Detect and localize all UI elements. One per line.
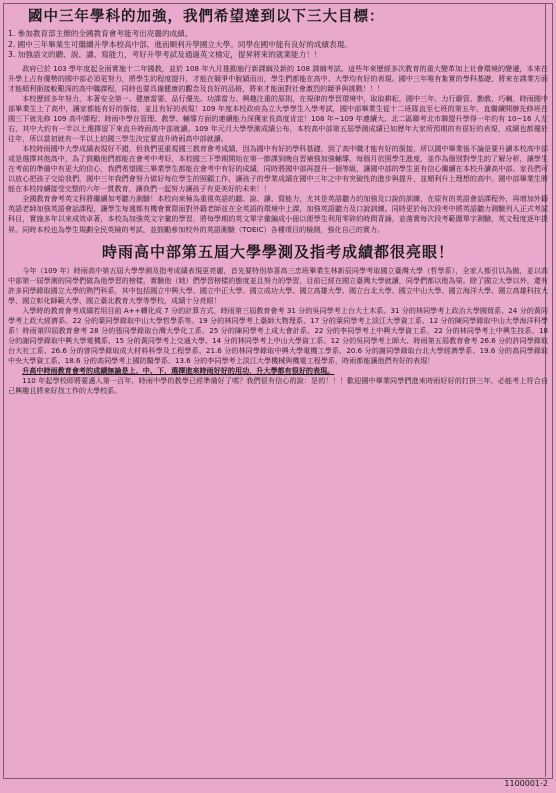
- page-number: 1100001-2: [504, 779, 548, 788]
- paragraph-score-examples: 入學時的教育會考成績若用目前 A++轉化成 7 分的計算方式，時雨第三屆教育會考 31 分的吳同學考上台大土木系、31 分的林同學考上政治大學國貿系、24 分的黃同學考上政大經濟系、22 分的葉同學錄取中山大學哲學系等。19 分的林同學考上臺師大物理系、17 分的葉同學考上淡江大學資工系、12 分的陳同學錄取中山大學海洋科學系！時雨第四屆教育會考 28 分的張同學錄取台灣大學化工系、25 分的陳同學考上成大會計系、22 分的李同學考上中興大學資工系、22 分的林同學考上中興生技系、18 分的謝同學錄取中興大學電機系、15 分的黃同學考上交通大學、14 分的林同學考上中山大學資工系、12 分的吳同學考上師大、時雨第五屆教育會考 26.6 分的許同學錄取台大社工系、26.6 分的曾同學錄取成大材料科學及工程學系、21.6 分的林同學錄取中興大學電機工學系、20.6 分的謝同學錄取台北大學經濟學系、19.6 分的高同學錄取中央大學資工系、18.6 分的高同學考上國防醫學系、13.6 分的李同學考上淡江大學機械與機電工程學系，時雨都能讓他們有好的表現！: [8, 305, 548, 365]
- paragraph-school-history: 本校歷經多年努力，本著安全第一、健康當要、品行優先、功課當力、興趣注重的原則，在規律的學習環境中，取取耕耘，國中三年，力行嚴管、勤教、巧輔，時雨國中部畢業生上了高中，讓家都能有好的銜接，並且有好的表現！109 年度本校政府為立大學學生入學考試，國中部畢業生從十二班隊直至七班的第五年，直繼續開辦先修班在國三下就先修 109 高中課程；時雨中學在管理、教學、輔導方面的連續能力深獲家長高度肯定！108 年~109 年連續大、北二區聯考北市聯盟升學得一年約有 10~16 人左右，其中大約有一半以上選擇留下來直升時雨高中部就讀。109 年元月大學學測成績公布，本校高中部第五屆學測成績已如歷年大家所預期的有很好的表現，成績也都優於往年，所以當初就有一半以上的國三學生決定要直升時雨高中部就讀。: [8, 93, 548, 144]
- section-heading-results: 時雨高中部第五屆大學學測及指考成績都很亮眼！: [101, 242, 454, 261]
- section-heading-goals: 國中三年學科的加強，我們希望達到以下三大目標：: [28, 8, 385, 25]
- article-body: [8, 6, 548, 396]
- goal-item: 1. 參加教育部主辦的全國教育會考能考出亮麗的成績。: [8, 29, 193, 38]
- goals-list: [8, 29, 548, 61]
- paragraph-invitation: 110 年起學校即將要邁入第一百年，時雨中學的教學已經準備好了嗎？我們很有信心的說：是的！！！歡迎國中畢業同學們進來時雨好好的打拼三年，必能考上符合自己興趣且將來好找工作的大學校系。: [8, 376, 548, 396]
- paragraph-english-listening: 全國教育會考英文科將繼續加考聽力測驗！本校向來極為重視英語的聽、說、讀、寫能力，尤其是英語聽力的加強及口說的訓練，在原有的英語會話課程外，再增加外籍英語老師加強英語會話課程，讓學生每週都有機會實際面對外籍老師並在全英語的環境中上課，加強英語聽力及口說訓練。同時更於每次段考中將英語聽力測驗列入正式考試科目，實施多年以來成效卓著，本校為加強英文字彙的學習，將每學期的英文單字彙編成小冊以便學生利用零碎的時間背誦，並落實每次段考範圍單字測驗，英文程度逐年提昇。同時本校也為學生規劃全民英檢的考試，並鼓勵參加校外的英語測驗（TOEIC）各種項目的檢測，強化自己的實力。: [8, 194, 548, 234]
- goal-item: 2. 國中三年畢業生可繼續升學本校高中部，進而順利升學國立大學。同學在國中能有良好的成績表現。: [8, 39, 352, 49]
- paragraph-results-2020: 今年（109 年）時雨高中第五屆大學學測及指考成績表現更亮麗，首先要特別恭喜高三忠班畢業生林新辰同學考取國立臺灣大學（哲學系），全家人都引以為傲，並以高中部第一屆學測的同學們做為他學習的榜樣，實驗他（她）們學習榜樣的態度並且努力的學習，目前已經在國立臺灣大學就讀，同學們都以他為榮。除了國立大學以外，還有許多同學錄取國立大學的熱門科系，其中包括國立中興大學、國立中正大學、國立成功大學、國立高雄大學、國立台北大學、國立中山大學、國立海洋大學、國立高雄科技大學、國立彰化師範大學、國立臺北教育大學等學校，成績十分亮眼！: [8, 265, 548, 305]
- paragraph-exam-focus: 本校時雨國中大學成績表現好不錯，但我們更重視國三教育會考成績，因為國中有好的學科基礎，到了高中職才能有好的銜接，所以國中畢業後不論是要升讀本校高中部或是選擇其他高中，為了鼓勵他們都能在會考中考好，本校國三下學期開始在第一節課到晚自習補強加強輔導，每個月依照學生進度，並作為個別對學生的了解分析，讓學生在考前的準備中有更大的信心，我們希望國三畢業學生都能在會考中有好的成績，同時將國中部再提升一個等級，讓國中部的學生更有信心繼續在本校升讀高中部。家長們可以放心把孩子交給我們，國中三年我們會努力做好每位學生的照顧工作，讓孩子的學業成績在國中三年之中有突破性的進步與提升，並順利升上理想的高中。國中部畢業生將能在本校持續接受完整的六年一貫教育，讓我們一起努力讓孩子有更美好的未來！！: [8, 144, 548, 194]
- paragraph-intro: 政府已於 103 學年度起全面實施十二年國教，並於 108 年九月推動施行新課綱及新的 108 課綱考試。這些年來歷經多次教育的重大變革加上社會環境的變遷，本來在升學上占有優勢的國中部必須更努力，將學生的程度提升，才能在競爭中脫穎而出，學生們都能在高中、大學均有好的表現。國中三年唯有紮實的學科基礎，將來在課業方面才能順利銜接較艱深的高中職課程，同時也要具備健康的觀念及良好的品格，將來才能面對社會激烈的競爭與挑戰！！！: [8, 63, 548, 93]
- goal-item: 3. 加強語文的聽、說、讀、寫能力，考好升學考試及通過英文檢定，提昇將來的就業能力！！: [8, 50, 322, 60]
- highlight-sentence: 升高中時雨教育會考的成績無論是上、中、下，選擇進來時雨好好的用功，升大學都有很好的表現。: [22, 366, 335, 376]
